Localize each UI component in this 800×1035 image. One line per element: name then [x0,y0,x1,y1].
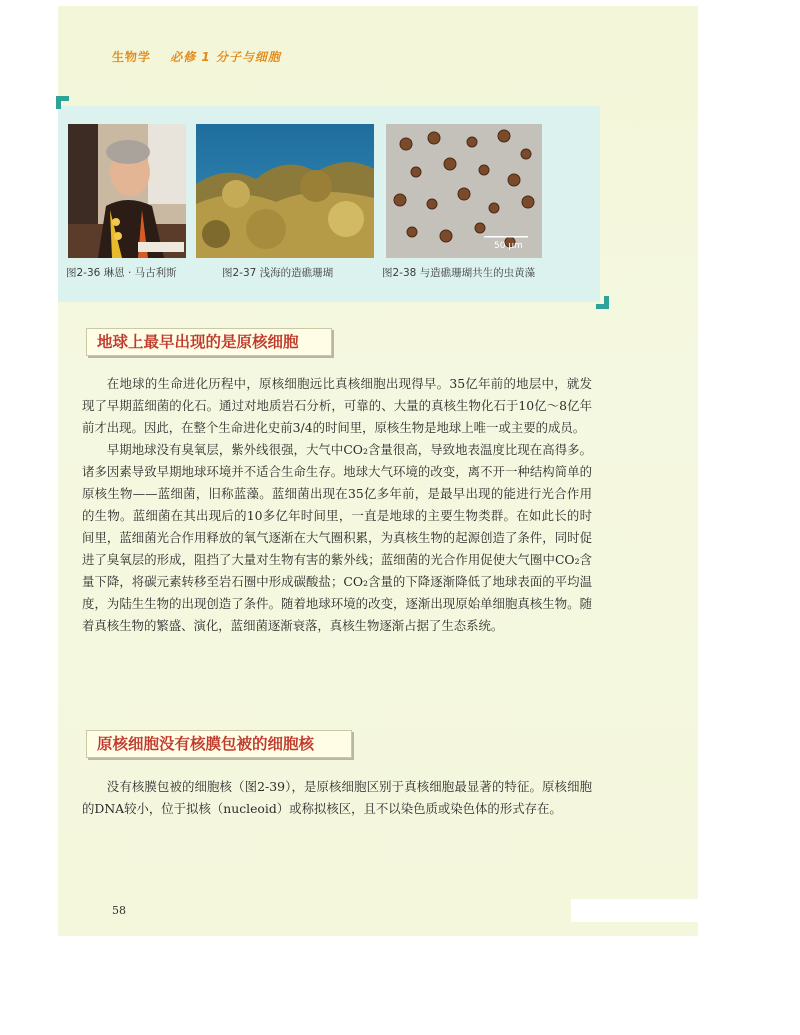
photo-zooxanthellae-micrograph [386,124,542,258]
figure-caption: 图2-36 琳恩 · 马古利斯 [66,267,177,279]
corner-mark-bottom-right [596,296,609,309]
redaction-box [571,899,700,922]
paragraph: 在地球的生命进化历程中，原核细胞远比真核细胞出现得早。35亿年前的地层中，就发现了早期蓝细菌的化石。通过对地质岩石分析，可靠的、大量的真核生物化石于10亿～8亿年前才出现。因此，在整个生命进化史前3/4的时间里，原核生物是地球上唯一或主要的成员。 [82,376,592,435]
figure-caption: 图2-37 浅海的造礁珊瑚 [222,267,334,279]
scale-label: 50 μm [494,241,523,251]
corner-mark-top-left [56,96,69,109]
paragraph: 早期地球没有臭氧层，紫外线很强，大气中CO₂含量很高，导致地表温度比现在高得多。诸多因素导致早期地球环境并不适合生命生存。地球大气环境的改变，离不开一种结构简单的原核生物——蓝细菌，旧称蓝藻。蓝细菌出现在35亿多年前，是最早出现的能进行光合作用的生物。蓝细菌在其出现后的10多亿年时间里，一直是地球的主要生物类群。在如此长的时间里，蓝细菌光合作用释放的氧气逐渐在大气圈积累，为真核生物的起源创造了条件，同时促进了臭氧层的形成，阻挡了大量对生物有害的紫外线；蓝细菌的光合作用促使大气圈中CO₂含量下降，将碳元素转移至岩石圈中形成碳酸盐；CO₂含量的下降逐渐降低了地球表面的平均温度，为陆生生物的出现创造了条件。随着地球环境的改变，逐渐出现原始单细胞真核生物。随着真核生物的繁盛、演化，蓝细菌逐渐衰落，真核生物逐渐占据了生态系统。 [82,442,592,633]
running-header [112,48,281,65]
photo-margulis [68,124,186,258]
section-heading: 原核细胞没有核膜包被的细胞核 [86,730,352,758]
header-book: 必修 1 分子与细胞 [170,50,281,64]
page-number: 58 [112,904,126,917]
photo-coral-reef [196,124,374,258]
paragraph: 没有核膜包被的细胞核（图2-39），是原核细胞区别于真核细胞最显著的特征。原核细胞的DNA较小，位于拟核（nucleoid）或称拟核区，且不以染色质或染色体的形式存在。 [82,779,592,816]
section-heading: 地球上最早出现的是原核细胞 [86,328,332,356]
header-subject: 生物学 [112,50,152,64]
figure-caption: 图2-38 与造礁珊瑚共生的虫黄藻 [382,267,536,279]
section-body [82,373,592,637]
section-body [82,776,592,820]
